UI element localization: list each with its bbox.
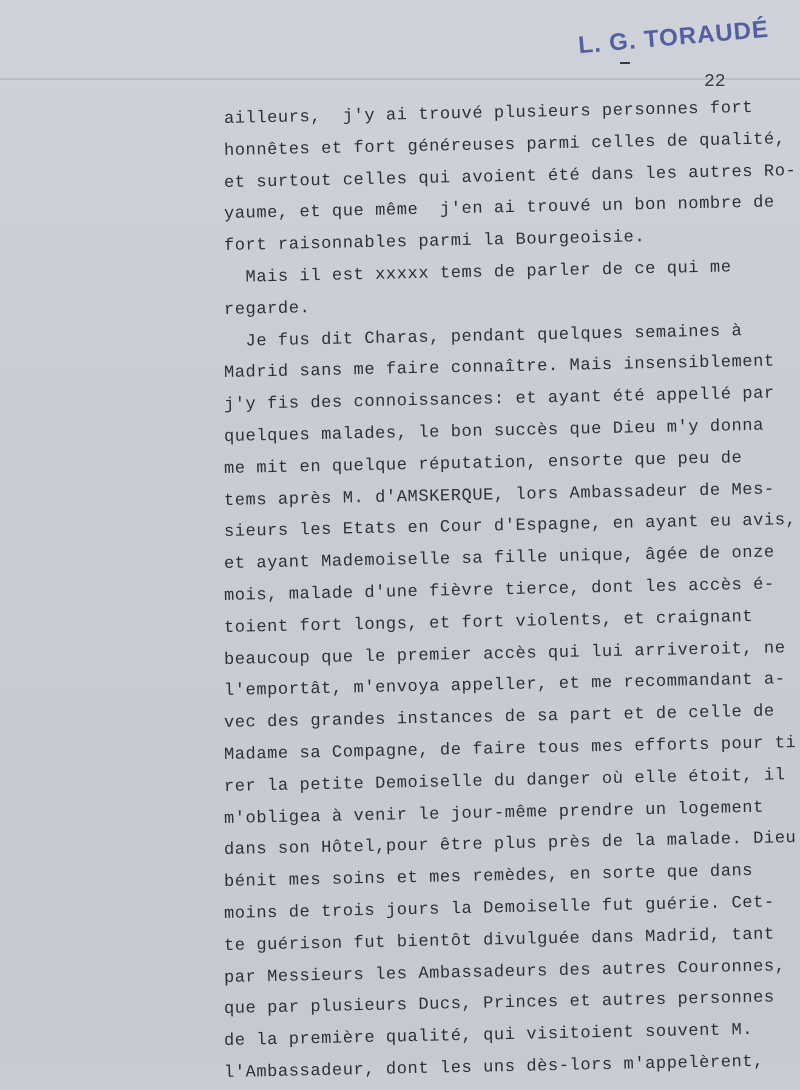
text-line: Je fus dit Charas, pendant quelques semaines à — [223, 321, 743, 352]
text-line: vec des grandes instances de sa part et de celle de — [223, 702, 775, 734]
text-line: ailleurs, j'y ai trouvé plusieurs personnes fort — [223, 98, 754, 129]
text-line: honnêtes et fort généreuses parmi celles de qualité, — [223, 130, 786, 161]
text-line: Madame sa Compagne, de faire tous mes efforts pour ti — [223, 733, 797, 765]
text-line: yaume, et que même j'en ai trouvé un bon nombre de — [223, 193, 775, 225]
author-stamp: L. G. TORAUDÉ — [577, 15, 771, 60]
text-line: et ayant Mademoiselle sa fille unique, âgée de onze — [223, 543, 775, 575]
stamp-dash — [620, 62, 630, 64]
text-line: Mais il est xxxxx tems de parler de ce qui me — [223, 258, 732, 288]
text-line: rer la petite Demoiselle du danger où elle étoit, il — [223, 765, 786, 797]
page-number: 22 — [704, 72, 726, 92]
text-line: fort raisonnables parmi la Bourgeoisie. — [223, 228, 646, 257]
text-line: de la première qualité, qui visitoient souvent M. — [223, 1021, 754, 1052]
text-line: mois, malade d'une fièvre tierce, dont les accès é- — [223, 575, 775, 606]
text-line: bénit mes soins et mes remèdes, en sorte que dans — [223, 862, 754, 893]
text-line: dans son Hôtel,pour être plus près de la malade. Dieu — [223, 829, 797, 861]
text-line: j'y fis des connoissances: et ayant été appellé par — [223, 384, 775, 416]
text-line: me mit en quelque réputation, ensorte que peu de — [223, 448, 743, 479]
text-line: quelques malades, le bon succès que Dieu m'y donna — [223, 416, 765, 447]
text-line: m'obligea à venir le jour-même prendre un logement — [223, 798, 765, 829]
text-line: beaucoup que le premier accès qui lui arriveroit, ne — [223, 638, 786, 670]
text-line: te guérison fut bientôt divulguée dans Madrid, tant — [223, 925, 775, 956]
text-line: toient fort longs, et fort violents, et craignant — [223, 607, 754, 638]
page-fold-line — [0, 78, 800, 80]
typed-body-text — [223, 98, 800, 1090]
text-line: et surtout celles qui avoient été dans les autres Ro- — [223, 161, 797, 193]
text-line: Madrid sans me faire connaître. Mais insensiblement — [223, 352, 775, 384]
text-line: que par plusieurs Ducs, Princes et autres personnes — [223, 988, 775, 1020]
text-line: tems après M. d'AMSKERQUE, lors Ambassadeur de Mes- — [223, 480, 775, 511]
text-line: regarde. — [223, 298, 311, 320]
text-line: l'emportât, m'envoya appeller, et me recommandant a- — [223, 670, 786, 702]
text-line: l'Ambassadeur, dont les uns dès-lors m'appelèrent, — [223, 1052, 765, 1083]
text-line: moins de trois jours la Demoiselle fut guérie. Cet- — [223, 893, 775, 924]
text-line: par Messieurs les Ambassadeurs des autres Couronnes, — [223, 956, 786, 988]
text-line: sieurs les Etats en Cour d'Espagne, en ayant eu avis, — [223, 511, 797, 543]
